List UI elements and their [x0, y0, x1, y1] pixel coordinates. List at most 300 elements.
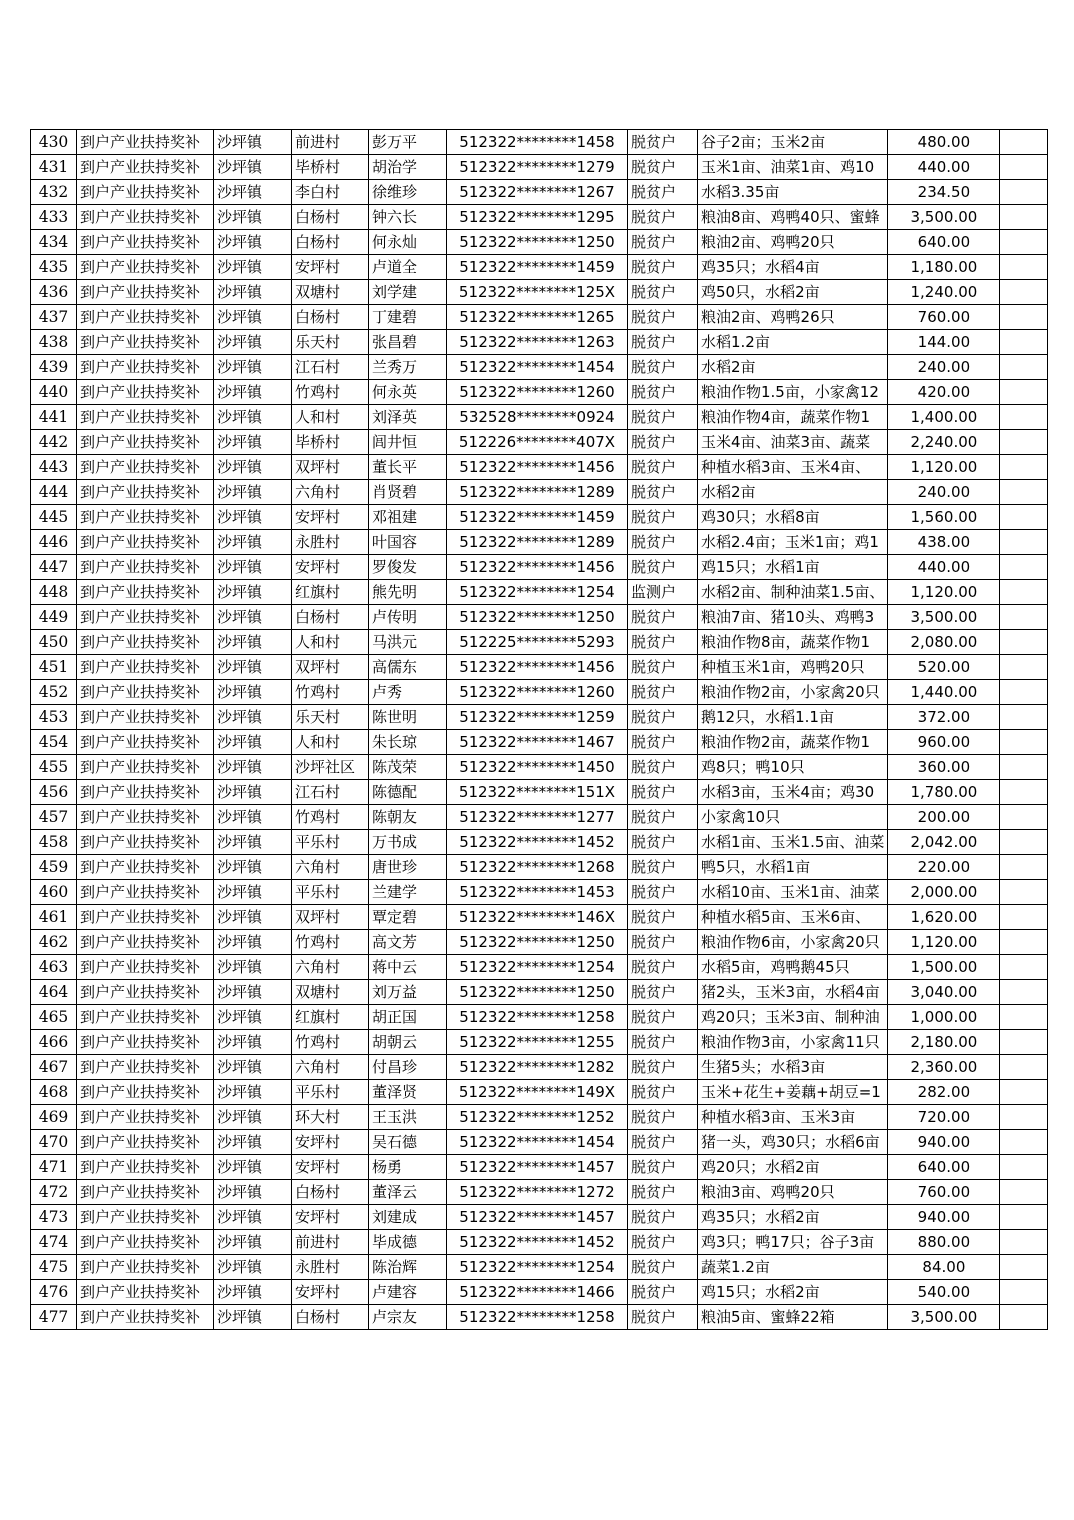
village-name-cell: 江石村 — [292, 780, 369, 805]
project-name-cell: 到户产业扶持奖补 — [77, 1305, 214, 1330]
town-name-cell: 沙坪镇 — [214, 355, 292, 380]
row-number-cell: 454 — [31, 730, 77, 755]
remarks-cell — [1000, 455, 1048, 480]
row-number-cell: 438 — [31, 330, 77, 355]
household-type-cell: 监测户 — [628, 580, 698, 605]
household-type-cell: 脱贫户 — [628, 955, 698, 980]
project-name-cell: 到户产业扶持奖补 — [77, 1130, 214, 1155]
town-name-cell: 沙坪镇 — [214, 380, 292, 405]
id-number-cell: 512322********149X — [447, 1080, 628, 1105]
subsidy-amount-cell: 640.00 — [888, 230, 1000, 255]
person-name-cell: 刘建成 — [369, 1205, 447, 1230]
subsidy-amount-cell: 2,080.00 — [888, 630, 1000, 655]
village-name-cell: 安坪村 — [292, 1130, 369, 1155]
table-row — [31, 730, 1048, 755]
table-row — [31, 1280, 1048, 1305]
town-name-cell: 沙坪镇 — [214, 1255, 292, 1280]
project-name-cell: 到户产业扶持奖补 — [77, 230, 214, 255]
remarks-cell — [1000, 780, 1048, 805]
town-name-cell: 沙坪镇 — [214, 230, 292, 255]
subsidy-amount-cell: 2,000.00 — [888, 880, 1000, 905]
village-name-cell: 前进村 — [292, 130, 369, 155]
subsidy-content-cell: 玉米1亩、油菜1亩、鸡10 — [698, 155, 888, 180]
table-row — [31, 205, 1048, 230]
remarks-cell — [1000, 930, 1048, 955]
remarks-cell — [1000, 1105, 1048, 1130]
row-number-cell: 452 — [31, 680, 77, 705]
table-body — [31, 130, 1048, 1330]
town-name-cell: 沙坪镇 — [214, 205, 292, 230]
household-type-cell: 脱贫户 — [628, 380, 698, 405]
person-name-cell: 高文芳 — [369, 930, 447, 955]
table-row — [31, 905, 1048, 930]
row-number-cell: 461 — [31, 905, 77, 930]
row-number-cell: 465 — [31, 1005, 77, 1030]
person-name-cell: 徐维珍 — [369, 180, 447, 205]
village-name-cell: 安坪村 — [292, 1205, 369, 1230]
remarks-cell — [1000, 555, 1048, 580]
id-number-cell: 512322********1254 — [447, 1255, 628, 1280]
id-number-cell: 512322********1255 — [447, 1030, 628, 1055]
town-name-cell: 沙坪镇 — [214, 855, 292, 880]
town-name-cell: 沙坪镇 — [214, 980, 292, 1005]
row-number-cell: 432 — [31, 180, 77, 205]
subsidy-content-cell: 种植水稻3亩、玉米3亩 — [698, 1105, 888, 1130]
id-number-cell: 512322********1282 — [447, 1055, 628, 1080]
table-row — [31, 330, 1048, 355]
project-name-cell: 到户产业扶持奖补 — [77, 1180, 214, 1205]
subsidy-content-cell: 水稻5亩，鸡鸭鹅45只 — [698, 955, 888, 980]
town-name-cell: 沙坪镇 — [214, 1155, 292, 1180]
village-name-cell: 沙坪社区 — [292, 755, 369, 780]
remarks-cell — [1000, 255, 1048, 280]
project-name-cell: 到户产业扶持奖补 — [77, 680, 214, 705]
subsidy-amount-cell: 1,180.00 — [888, 255, 1000, 280]
town-name-cell: 沙坪镇 — [214, 580, 292, 605]
town-name-cell: 沙坪镇 — [214, 155, 292, 180]
village-name-cell: 双坪村 — [292, 905, 369, 930]
project-name-cell: 到户产业扶持奖补 — [77, 1230, 214, 1255]
row-number-cell: 436 — [31, 280, 77, 305]
id-number-cell: 512322********1268 — [447, 855, 628, 880]
subsidy-amount-cell: 2,360.00 — [888, 1055, 1000, 1080]
household-type-cell: 脱贫户 — [628, 430, 698, 455]
subsidy-content-cell: 鸡20只；水稻2亩 — [698, 1155, 888, 1180]
row-number-cell: 472 — [31, 1180, 77, 1205]
row-number-cell: 439 — [31, 355, 77, 380]
town-name-cell: 沙坪镇 — [214, 655, 292, 680]
person-name-cell: 董泽云 — [369, 1180, 447, 1205]
village-name-cell: 安坪村 — [292, 255, 369, 280]
person-name-cell: 陈世明 — [369, 705, 447, 730]
row-number-cell: 440 — [31, 380, 77, 405]
village-name-cell: 永胜村 — [292, 1255, 369, 1280]
id-number-cell: 512322********1252 — [447, 1105, 628, 1130]
household-type-cell: 脱贫户 — [628, 1130, 698, 1155]
household-type-cell: 脱贫户 — [628, 680, 698, 705]
subsidy-content-cell: 鹅12只，水稻1.1亩 — [698, 705, 888, 730]
household-type-cell: 脱贫户 — [628, 1030, 698, 1055]
row-number-cell: 474 — [31, 1230, 77, 1255]
household-type-cell: 脱贫户 — [628, 1055, 698, 1080]
household-type-cell: 脱贫户 — [628, 1080, 698, 1105]
town-name-cell: 沙坪镇 — [214, 905, 292, 930]
town-name-cell: 沙坪镇 — [214, 1305, 292, 1330]
subsidy-amount-cell: 540.00 — [888, 1280, 1000, 1305]
project-name-cell: 到户产业扶持奖补 — [77, 155, 214, 180]
remarks-cell — [1000, 605, 1048, 630]
person-name-cell: 卢宗友 — [369, 1305, 447, 1330]
person-name-cell: 刘泽英 — [369, 405, 447, 430]
project-name-cell: 到户产业扶持奖补 — [77, 580, 214, 605]
person-name-cell: 马洪元 — [369, 630, 447, 655]
village-name-cell: 毕桥村 — [292, 155, 369, 180]
id-number-cell: 512322********1459 — [447, 505, 628, 530]
person-name-cell: 丁建碧 — [369, 305, 447, 330]
remarks-cell — [1000, 1005, 1048, 1030]
person-name-cell: 杨勇 — [369, 1155, 447, 1180]
table-row — [31, 1255, 1048, 1280]
project-name-cell: 到户产业扶持奖补 — [77, 1205, 214, 1230]
project-name-cell: 到户产业扶持奖补 — [77, 630, 214, 655]
subsidy-content-cell: 鸡3只；鸭17只；谷子3亩 — [698, 1230, 888, 1255]
row-number-cell: 430 — [31, 130, 77, 155]
town-name-cell: 沙坪镇 — [214, 555, 292, 580]
person-name-cell: 胡治学 — [369, 155, 447, 180]
household-type-cell: 脱贫户 — [628, 405, 698, 430]
person-name-cell: 熊先明 — [369, 580, 447, 605]
table-row — [31, 280, 1048, 305]
household-type-cell: 脱贫户 — [628, 805, 698, 830]
person-name-cell: 刘学建 — [369, 280, 447, 305]
table-row — [31, 855, 1048, 880]
town-name-cell: 沙坪镇 — [214, 280, 292, 305]
id-number-cell: 512322********1450 — [447, 755, 628, 780]
subsidy-amount-cell: 2,180.00 — [888, 1030, 1000, 1055]
town-name-cell: 沙坪镇 — [214, 480, 292, 505]
table-row — [31, 1155, 1048, 1180]
household-type-cell: 脱贫户 — [628, 1255, 698, 1280]
village-name-cell: 六角村 — [292, 955, 369, 980]
person-name-cell: 董长平 — [369, 455, 447, 480]
person-name-cell: 刘万益 — [369, 980, 447, 1005]
subsidy-amount-cell: 520.00 — [888, 655, 1000, 680]
town-name-cell: 沙坪镇 — [214, 680, 292, 705]
village-name-cell: 平乐村 — [292, 880, 369, 905]
town-name-cell: 沙坪镇 — [214, 1105, 292, 1130]
project-name-cell: 到户产业扶持奖补 — [77, 555, 214, 580]
remarks-cell — [1000, 705, 1048, 730]
town-name-cell: 沙坪镇 — [214, 630, 292, 655]
village-name-cell: 永胜村 — [292, 530, 369, 555]
table-row — [31, 805, 1048, 830]
person-name-cell: 陈德配 — [369, 780, 447, 805]
table-row — [31, 955, 1048, 980]
remarks-cell — [1000, 980, 1048, 1005]
town-name-cell: 沙坪镇 — [214, 1005, 292, 1030]
remarks-cell — [1000, 155, 1048, 180]
town-name-cell: 沙坪镇 — [214, 1030, 292, 1055]
table-row — [31, 605, 1048, 630]
remarks-cell — [1000, 730, 1048, 755]
id-number-cell: 512322********1259 — [447, 705, 628, 730]
town-name-cell: 沙坪镇 — [214, 955, 292, 980]
id-number-cell: 512225********5293 — [447, 630, 628, 655]
remarks-cell — [1000, 1080, 1048, 1105]
person-name-cell: 卢传明 — [369, 605, 447, 630]
row-number-cell: 464 — [31, 980, 77, 1005]
remarks-cell — [1000, 530, 1048, 555]
town-name-cell: 沙坪镇 — [214, 1055, 292, 1080]
table-row — [31, 480, 1048, 505]
subsidy-content-cell: 鸡15只；水稻1亩 — [698, 555, 888, 580]
person-name-cell: 朱长琼 — [369, 730, 447, 755]
row-number-cell: 437 — [31, 305, 77, 330]
id-number-cell: 512322********1265 — [447, 305, 628, 330]
person-name-cell: 何永灿 — [369, 230, 447, 255]
subsidy-content-cell: 种植水稻3亩、玉米4亩、 — [698, 455, 888, 480]
village-name-cell: 双塘村 — [292, 980, 369, 1005]
town-name-cell: 沙坪镇 — [214, 880, 292, 905]
household-type-cell: 脱贫户 — [628, 1305, 698, 1330]
household-type-cell: 脱贫户 — [628, 230, 698, 255]
project-name-cell: 到户产业扶持奖补 — [77, 1030, 214, 1055]
remarks-cell — [1000, 330, 1048, 355]
household-type-cell: 脱贫户 — [628, 630, 698, 655]
village-name-cell: 安坪村 — [292, 1155, 369, 1180]
town-name-cell: 沙坪镇 — [214, 130, 292, 155]
town-name-cell: 沙坪镇 — [214, 405, 292, 430]
village-name-cell: 白杨村 — [292, 1305, 369, 1330]
village-name-cell: 安坪村 — [292, 555, 369, 580]
village-name-cell: 人和村 — [292, 630, 369, 655]
id-number-cell: 512322********1452 — [447, 830, 628, 855]
village-name-cell: 竹鸡村 — [292, 680, 369, 705]
remarks-cell — [1000, 755, 1048, 780]
table-row — [31, 305, 1048, 330]
subsidy-content-cell: 粮油2亩、鸡鸭26只 — [698, 305, 888, 330]
id-number-cell: 512322********125X — [447, 280, 628, 305]
subsidy-content-cell: 鸡35只；水稻2亩 — [698, 1205, 888, 1230]
row-number-cell: 463 — [31, 955, 77, 980]
household-type-cell: 脱贫户 — [628, 480, 698, 505]
table-row — [31, 1180, 1048, 1205]
id-number-cell: 512322********1459 — [447, 255, 628, 280]
town-name-cell: 沙坪镇 — [214, 1230, 292, 1255]
subsidy-content-cell: 水稻3亩，玉米4亩；鸡30 — [698, 780, 888, 805]
subsidy-content-cell: 水稻2亩 — [698, 355, 888, 380]
id-number-cell: 512322********1456 — [447, 455, 628, 480]
id-number-cell: 512322********1258 — [447, 1005, 628, 1030]
subsidy-content-cell: 粮油作物2亩，蔬菜作物1 — [698, 730, 888, 755]
village-name-cell: 人和村 — [292, 405, 369, 430]
remarks-cell — [1000, 355, 1048, 380]
remarks-cell — [1000, 480, 1048, 505]
table-row — [31, 1130, 1048, 1155]
village-name-cell: 安坪村 — [292, 1280, 369, 1305]
household-type-cell: 脱贫户 — [628, 330, 698, 355]
id-number-cell: 512322********1452 — [447, 1230, 628, 1255]
household-type-cell: 脱贫户 — [628, 1155, 698, 1180]
subsidy-amount-cell: 480.00 — [888, 130, 1000, 155]
town-name-cell: 沙坪镇 — [214, 830, 292, 855]
household-type-cell: 脱贫户 — [628, 855, 698, 880]
id-number-cell: 512322********1260 — [447, 380, 628, 405]
remarks-cell — [1000, 305, 1048, 330]
row-number-cell: 431 — [31, 155, 77, 180]
subsidy-amount-cell: 640.00 — [888, 1155, 1000, 1180]
household-type-cell: 脱贫户 — [628, 755, 698, 780]
subsidy-amount-cell: 240.00 — [888, 355, 1000, 380]
subsidy-amount-cell: 372.00 — [888, 705, 1000, 730]
subsidy-content-cell: 鸭5只，水稻1亩 — [698, 855, 888, 880]
row-number-cell: 445 — [31, 505, 77, 530]
project-name-cell: 到户产业扶持奖补 — [77, 1080, 214, 1105]
person-name-cell: 罗俊发 — [369, 555, 447, 580]
project-name-cell: 到户产业扶持奖补 — [77, 330, 214, 355]
table-row — [31, 580, 1048, 605]
id-number-cell: 512322********1267 — [447, 180, 628, 205]
town-name-cell: 沙坪镇 — [214, 530, 292, 555]
subsidy-content-cell: 玉米+花生+姜藕+胡豆=1 — [698, 1080, 888, 1105]
person-name-cell: 叶国容 — [369, 530, 447, 555]
project-name-cell: 到户产业扶持奖补 — [77, 830, 214, 855]
subsidy-amount-cell: 2,042.00 — [888, 830, 1000, 855]
household-type-cell: 脱贫户 — [628, 730, 698, 755]
person-name-cell: 闾井恒 — [369, 430, 447, 455]
subsidy-content-cell: 水稻2亩、制种油菜1.5亩、 — [698, 580, 888, 605]
id-number-cell: 532528********0924 — [447, 405, 628, 430]
table-row — [31, 180, 1048, 205]
id-number-cell: 512322********1466 — [447, 1280, 628, 1305]
town-name-cell: 沙坪镇 — [214, 305, 292, 330]
remarks-cell — [1000, 580, 1048, 605]
project-name-cell: 到户产业扶持奖补 — [77, 130, 214, 155]
project-name-cell: 到户产业扶持奖补 — [77, 180, 214, 205]
town-name-cell: 沙坪镇 — [214, 1080, 292, 1105]
subsidy-amount-cell: 1,000.00 — [888, 1005, 1000, 1030]
town-name-cell: 沙坪镇 — [214, 805, 292, 830]
subsidy-content-cell: 鸡8只；鸭10只 — [698, 755, 888, 780]
subsidy-amount-cell: 234.50 — [888, 180, 1000, 205]
subsidy-content-cell: 水稻2.4亩；玉米1亩；鸡1 — [698, 530, 888, 555]
subsidy-amount-cell: 1,780.00 — [888, 780, 1000, 805]
row-number-cell: 471 — [31, 1155, 77, 1180]
town-name-cell: 沙坪镇 — [214, 255, 292, 280]
remarks-cell — [1000, 405, 1048, 430]
subsidy-content-cell: 生猪5头；水稻3亩 — [698, 1055, 888, 1080]
subsidy-amount-cell: 3,500.00 — [888, 205, 1000, 230]
subsidy-content-cell: 粮油3亩、鸡鸭20只 — [698, 1180, 888, 1205]
remarks-cell — [1000, 805, 1048, 830]
table-row — [31, 1205, 1048, 1230]
town-name-cell: 沙坪镇 — [214, 330, 292, 355]
town-name-cell: 沙坪镇 — [214, 755, 292, 780]
project-name-cell: 到户产业扶持奖补 — [77, 955, 214, 980]
household-type-cell: 脱贫户 — [628, 1180, 698, 1205]
row-number-cell: 459 — [31, 855, 77, 880]
household-type-cell: 脱贫户 — [628, 455, 698, 480]
subsidy-content-cell: 水稻2亩 — [698, 480, 888, 505]
household-type-cell: 脱贫户 — [628, 1005, 698, 1030]
person-name-cell: 吴石德 — [369, 1130, 447, 1155]
project-name-cell: 到户产业扶持奖补 — [77, 855, 214, 880]
subsidy-amount-cell: 1,240.00 — [888, 280, 1000, 305]
subsidy-amount-cell: 940.00 — [888, 1205, 1000, 1230]
village-name-cell: 环大村 — [292, 1105, 369, 1130]
village-name-cell: 双坪村 — [292, 655, 369, 680]
household-type-cell: 脱贫户 — [628, 255, 698, 280]
project-name-cell: 到户产业扶持奖补 — [77, 405, 214, 430]
id-number-cell: 512322********1272 — [447, 1180, 628, 1205]
subsidy-amount-cell: 760.00 — [888, 305, 1000, 330]
subsidy-content-cell: 谷子2亩；玉米2亩 — [698, 130, 888, 155]
village-name-cell: 白杨村 — [292, 205, 369, 230]
town-name-cell: 沙坪镇 — [214, 505, 292, 530]
remarks-cell — [1000, 655, 1048, 680]
subsidy-amount-cell: 960.00 — [888, 730, 1000, 755]
household-type-cell: 脱贫户 — [628, 280, 698, 305]
household-type-cell: 脱贫户 — [628, 605, 698, 630]
person-name-cell: 兰秀万 — [369, 355, 447, 380]
subsidy-amount-cell: 1,440.00 — [888, 680, 1000, 705]
subsidy-amount-cell: 420.00 — [888, 380, 1000, 405]
row-number-cell: 450 — [31, 630, 77, 655]
project-name-cell: 到户产业扶持奖补 — [77, 205, 214, 230]
person-name-cell: 彭万平 — [369, 130, 447, 155]
row-number-cell: 468 — [31, 1080, 77, 1105]
remarks-cell — [1000, 905, 1048, 930]
subsidy-amount-cell: 200.00 — [888, 805, 1000, 830]
project-name-cell: 到户产业扶持奖补 — [77, 1255, 214, 1280]
subsidy-content-cell: 小家禽10只 — [698, 805, 888, 830]
row-number-cell: 446 — [31, 530, 77, 555]
row-number-cell: 447 — [31, 555, 77, 580]
row-number-cell: 456 — [31, 780, 77, 805]
village-name-cell: 双坪村 — [292, 455, 369, 480]
project-name-cell: 到户产业扶持奖补 — [77, 805, 214, 830]
row-number-cell: 470 — [31, 1130, 77, 1155]
id-number-cell: 512322********1254 — [447, 580, 628, 605]
subsidy-content-cell: 粮油作物3亩，小家禽11只 — [698, 1030, 888, 1055]
village-name-cell: 乐天村 — [292, 330, 369, 355]
remarks-cell — [1000, 205, 1048, 230]
person-name-cell: 张昌碧 — [369, 330, 447, 355]
id-number-cell: 512322********1453 — [447, 880, 628, 905]
subsidy-content-cell: 粮油作物8亩，蔬菜作物1 — [698, 630, 888, 655]
row-number-cell: 442 — [31, 430, 77, 455]
subsidy-amount-cell: 1,120.00 — [888, 455, 1000, 480]
person-name-cell: 覃定碧 — [369, 905, 447, 930]
village-name-cell: 竹鸡村 — [292, 1030, 369, 1055]
table-row — [31, 430, 1048, 455]
project-name-cell: 到户产业扶持奖补 — [77, 980, 214, 1005]
household-type-cell: 脱贫户 — [628, 980, 698, 1005]
person-name-cell: 董泽贤 — [369, 1080, 447, 1105]
remarks-cell — [1000, 230, 1048, 255]
person-name-cell: 付昌珍 — [369, 1055, 447, 1080]
subsidy-amount-cell: 3,500.00 — [888, 1305, 1000, 1330]
project-name-cell: 到户产业扶持奖补 — [77, 905, 214, 930]
subsidy-content-cell: 鸡35只；水稻4亩 — [698, 255, 888, 280]
id-number-cell: 512322********1456 — [447, 555, 628, 580]
remarks-cell — [1000, 1280, 1048, 1305]
remarks-cell — [1000, 1180, 1048, 1205]
id-number-cell: 512322********1289 — [447, 530, 628, 555]
subsidy-amount-cell: 1,120.00 — [888, 580, 1000, 605]
subsidy-amount-cell: 1,620.00 — [888, 905, 1000, 930]
id-number-cell: 512322********1454 — [447, 1130, 628, 1155]
